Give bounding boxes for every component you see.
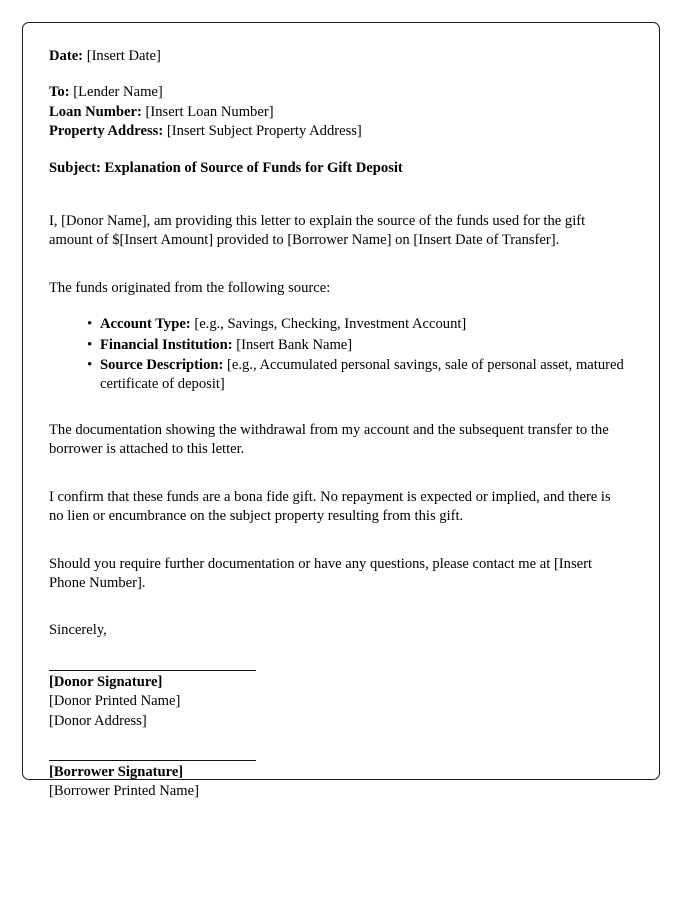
spacer-before-confirmation — [49, 474, 627, 488]
property-address-value: [Insert Subject Property Address] — [166, 123, 362, 140]
property-address-label: Property Address: — [49, 123, 164, 140]
spacer-before-contact — [49, 541, 627, 555]
intro-paragraph: I, [Donor Name], am providing this letter to explain the source of the funds used for the gift amount of $[Insert Amount] provided to [Borrower Name] on [Insert Date of Transfer]. — [49, 213, 586, 249]
list-item — [88, 356, 627, 395]
spacer-before-subject — [49, 142, 627, 159]
loan-number-label: Loan Number: — [49, 103, 142, 120]
spacer-before-list — [49, 298, 627, 315]
property-address-line — [49, 122, 627, 141]
borrower-signature-label: [Borrower Signature] — [49, 763, 184, 780]
source-details-list — [49, 315, 627, 395]
donor-signature-label: [Donor Signature] — [49, 673, 163, 690]
account-type-label: Account Type: — [100, 316, 191, 333]
letter-content — [49, 47, 627, 802]
source-intro-paragraph: The funds originated from the following source: — [49, 279, 331, 296]
loan-number-line — [49, 103, 627, 122]
borrower-signature-rule — [49, 760, 256, 761]
date-label: Date: — [49, 48, 84, 64]
donor-signature-rule — [49, 670, 256, 671]
spacer-before-source-intro — [49, 265, 627, 279]
loan-number-value: [Insert Loan Number] — [145, 103, 274, 120]
spacer-after-salutation — [49, 195, 627, 212]
letter-page-frame — [22, 22, 660, 800]
spacer-after-subject — [49, 178, 627, 195]
documentation-paragraph: The documentation showing the withdrawal from my account and the subsequent transfer to the borrower is attached to this letter. — [49, 421, 609, 458]
subject-line: Subject: Explanation of Source of Funds for Gift Deposit — [49, 159, 403, 176]
date-value: [Insert Date] — [86, 48, 161, 64]
contact-paragraph: Should you require further documentation or have any questions, please contact me at [Insert Phone Number]. — [49, 555, 593, 591]
spacer-before-closing — [49, 607, 627, 621]
to-value: [Lender Name] — [73, 84, 163, 101]
financial-institution-value: [Insert Bank Name] — [236, 336, 353, 353]
list-item — [88, 315, 627, 334]
borrower-printed-name: [Borrower Printed Name] — [49, 783, 199, 800]
spacer-after-list — [49, 396, 627, 421]
date-line — [49, 47, 627, 66]
source-description-value: [e.g., Accumulated personal savings, sale of personal asset, matured certificate of deposit] — [100, 357, 624, 393]
source-description-label: Source Description: — [100, 357, 224, 374]
donor-address: [Donor Address] — [49, 712, 147, 729]
donor-printed-name: [Donor Printed Name] — [49, 693, 181, 710]
spacer-after-date — [49, 66, 627, 83]
financial-institution-label: Financial Institution: — [100, 336, 233, 353]
closing-salutation: Sincerely, — [49, 622, 107, 639]
to-label: To: — [49, 84, 70, 101]
spacer-before-borrower-signature — [49, 731, 627, 760]
recipient-line — [49, 83, 627, 102]
spacer-before-donor-signature — [49, 641, 627, 670]
account-type-value: [e.g., Savings, Checking, Investment Account] — [194, 316, 467, 333]
confirmation-paragraph: I confirm that these funds are a bona fide gift. No repayment is expected or implied, and there is no lien or encumbrance on the subject property resulting from this gift. — [49, 488, 611, 525]
list-item — [88, 336, 627, 355]
